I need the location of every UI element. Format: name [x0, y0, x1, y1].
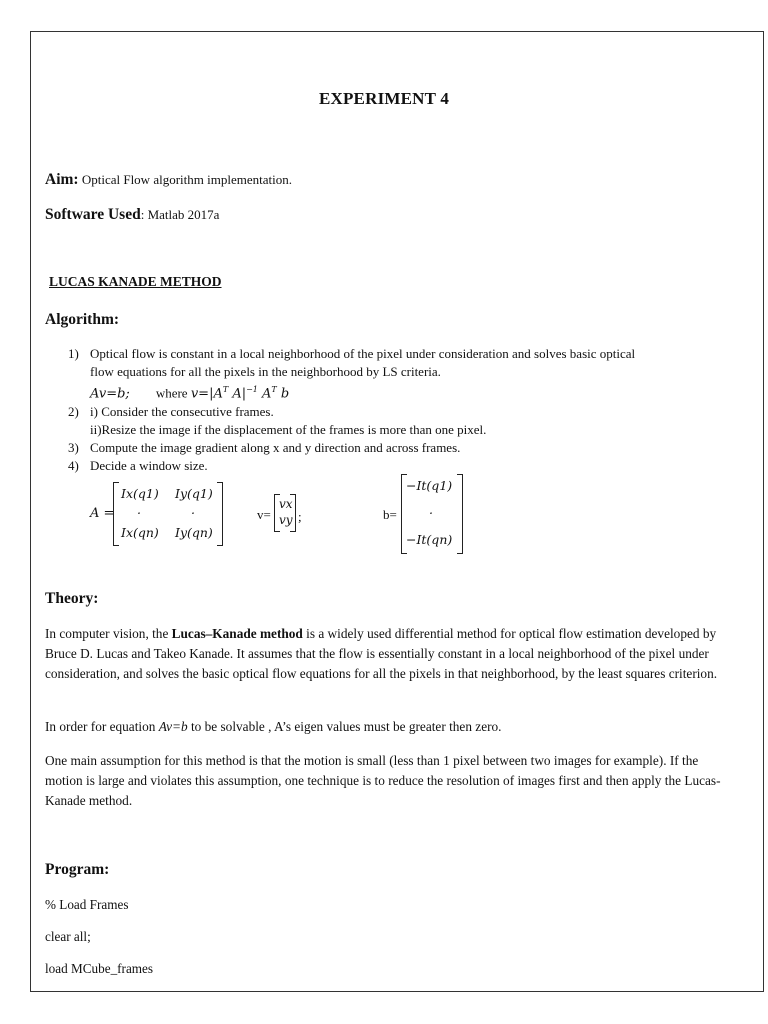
item-text: flow equations for all the pixels in the neighborhood by LS criteria. [90, 364, 441, 379]
aim-label: Aim: [45, 171, 79, 188]
eq-end: b [276, 386, 290, 402]
matrix-cell: . [191, 502, 195, 517]
item-text: Compute the image gradient along x and y direction and across frames. [90, 440, 461, 455]
theory-paragraph-2 [45, 717, 735, 737]
item-number: 1) [68, 346, 79, 361]
equation-left: Av=b; [90, 386, 130, 402]
algorithm-item-4 [68, 457, 208, 475]
theory-text: In order for equation [45, 719, 159, 734]
theory-label: Theory: [45, 590, 99, 607]
eq-sup: −1 [246, 385, 258, 394]
program-line: % Load Frames [45, 897, 129, 912]
item-number: 3) [68, 440, 79, 455]
software-line [45, 206, 219, 224]
vector-cell: . [429, 502, 433, 517]
algorithm-label: Algorithm: [45, 311, 120, 328]
item-number: 4) [68, 458, 79, 473]
software-text: : Matlab 2017a [140, 207, 220, 222]
matrix-v-label: v= [257, 507, 271, 522]
vector-cell: −It(qn) [406, 532, 453, 547]
matrix-cell: . [137, 502, 141, 517]
section-heading: LUCAS KANADE METHOD [49, 274, 222, 289]
vector-cell: vy [279, 513, 293, 527]
vector-cell: vx [279, 497, 293, 511]
matrix-cell: Iy(qn) [175, 525, 213, 540]
theory-equation: Av=b [158, 719, 188, 734]
matrix-cell: Iy(q1) [175, 486, 213, 501]
program-label: Program: [45, 861, 110, 878]
item-text: Decide a window size. [90, 458, 208, 473]
item-text: i) Consider the consecutive frames. [90, 404, 274, 419]
matrix-b-label: b= [383, 507, 397, 522]
theory-text: In computer vision, the [45, 626, 172, 641]
eq-sup: T [222, 385, 229, 394]
vector-cell: −It(q1) [406, 478, 453, 493]
aim-text: Optical Flow algorithm implementation. [78, 172, 292, 187]
vector-v-semicolon: ; [298, 509, 302, 524]
bracket-left [113, 482, 119, 546]
vector-v [274, 494, 296, 532]
theory-paragraph-3: One main assumption for this method is that the motion is small (less than 1 pixel between two images for example). If the motion is large and violates this assumption, one technique is to reduce the resolution of images first and then apply the Lucas-Kanade method. [45, 753, 721, 808]
matrix-cell: Ix(q1) [121, 486, 159, 501]
algorithm-item-3 [68, 439, 460, 457]
bracket-right [217, 482, 223, 546]
program-line: clear all; [45, 929, 91, 944]
equation-right: v=|A [190, 386, 223, 402]
equation-where: where [155, 385, 188, 401]
item-number: 2) [68, 404, 79, 419]
theory-bold-term: Lucas–Kanade method [171, 626, 303, 641]
bracket-right [457, 474, 463, 554]
matrix-a-label: A = [90, 506, 115, 521]
algorithm-item-1 [68, 345, 635, 403]
matrix-cell: Ix(qn) [121, 525, 159, 540]
program-line: load MCube_frames [45, 961, 154, 976]
theory-text: is a widely used differential method for optical flow estimation developed by Bruce D. Lucas and Takeo Kanade. It assumes that the flow is essentially constant in a local neighborhood of the pixel under consideration, and solves the basic optical flow equations for all the pixels in that neighborhood, by the least squares criterion. [45, 626, 718, 681]
vector-b [401, 474, 463, 554]
software-label: Software Used [45, 206, 141, 223]
aim-line [45, 171, 292, 189]
algorithm-item-2 [68, 403, 486, 439]
eq-mid: A| [228, 386, 247, 402]
eq-sup: T [271, 385, 277, 394]
item-text: Optical flow is constant in a local neighborhood of the pixel under consideration and solves basic optical [90, 346, 636, 361]
eq-mid: A [257, 386, 272, 402]
item-text: ii)Resize the image if the displacement of the frames is more than one pixel. [90, 422, 487, 437]
theory-text: to be solvable , A’s eigen values must be greater then zero. [187, 719, 502, 734]
matrix-a [113, 482, 223, 546]
page-title: EXPERIMENT 4 [318, 89, 450, 108]
theory-paragraph-1 [45, 624, 735, 684]
equation-line [68, 381, 635, 403]
